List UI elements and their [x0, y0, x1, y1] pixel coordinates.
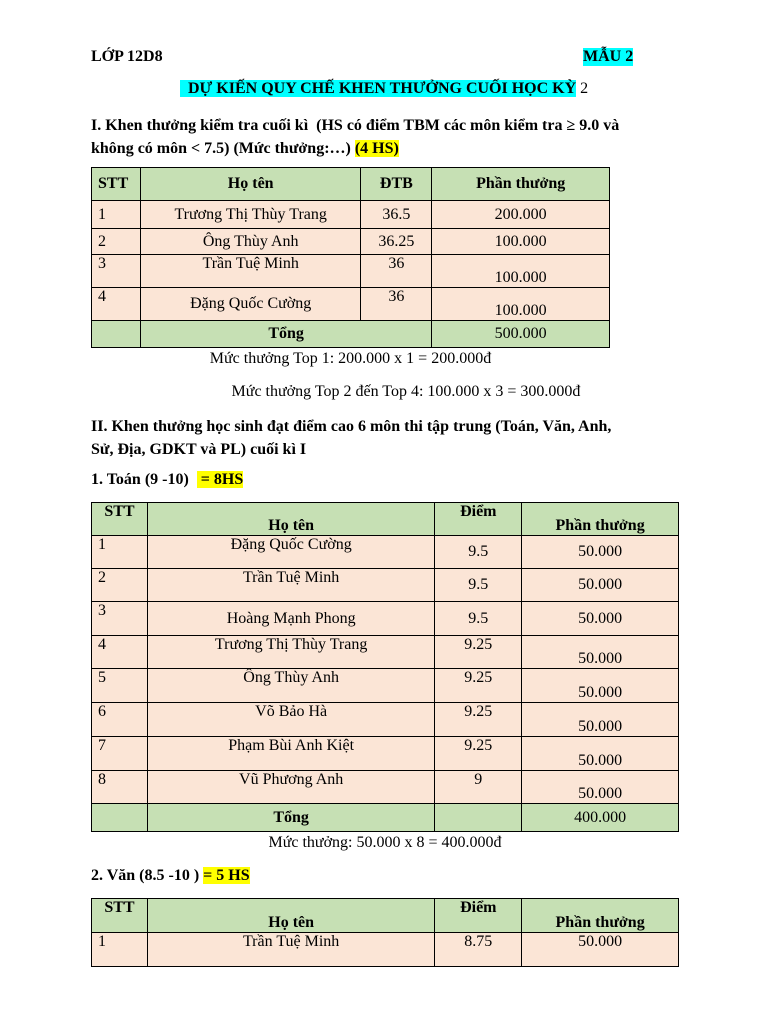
- cell-name: Ông Thùy Anh: [147, 669, 434, 703]
- cell-name: Đặng Quốc Cường: [140, 288, 360, 321]
- section2-heading: [91, 415, 691, 461]
- section1-line2: không có môn < 7.5) (Mức thưởng:…): [91, 140, 355, 157]
- section1-line1: I. Khen thưởng kiểm tra cuối kì (HS có điểm TBM các môn kiểm tra ≥ 9.0 và: [91, 117, 620, 134]
- math-heading-text: 1. Toán (9 -10): [91, 471, 197, 488]
- section1-note-top2: Mức thưởng Top 2 đến Top 4: 100.000 x 3 = 300.000đ: [231, 383, 581, 400]
- section1-heading: [91, 114, 691, 160]
- cell-award: 50.000: [522, 569, 679, 602]
- cell-score: 9.25: [435, 669, 522, 703]
- cell-award: 50.000: [522, 536, 679, 569]
- table-row: [92, 669, 679, 703]
- cell-name: Trương Thị Thùy Trang: [140, 201, 360, 229]
- cell-award: 50.000: [522, 703, 679, 737]
- top-students-table: [91, 167, 610, 348]
- class-label: LỚP 12D8: [91, 48, 163, 65]
- cell-award: 100.000: [432, 255, 610, 288]
- col-stt: STT: [92, 899, 148, 933]
- cell-stt: 6: [92, 703, 148, 737]
- cell-score: 9.5: [435, 569, 522, 602]
- total-value: 400.000: [522, 804, 679, 832]
- table-row: [92, 737, 679, 771]
- cell-name: Trương Thị Thùy Trang: [147, 636, 434, 669]
- total-label: Tổng: [140, 321, 431, 348]
- cell-stt: 5: [92, 669, 148, 703]
- cell-score: 36: [361, 255, 432, 288]
- col-name: Họ tên: [140, 168, 360, 201]
- cell-name: Trần Tuệ Minh: [140, 255, 360, 288]
- cell-award: 100.000: [432, 288, 610, 321]
- cell-stt: 8: [92, 771, 148, 804]
- table-row: [92, 602, 679, 636]
- cell-award: 200.000: [432, 201, 610, 229]
- doc-title-suffix: 2: [580, 80, 589, 97]
- cell-stt: 1: [92, 536, 148, 569]
- col-award: Phần thưởng: [522, 899, 679, 933]
- col-score: Điểm: [435, 503, 522, 536]
- math-note: Mức thưởng: 50.000 x 8 = 400.000đ: [268, 834, 502, 851]
- cell-score: 8.75: [435, 933, 522, 967]
- table-row: [92, 703, 679, 737]
- math-heading: [91, 471, 243, 489]
- total-value: 500.000: [432, 321, 610, 348]
- cell-score: 9.25: [435, 703, 522, 737]
- col-award: Phần thưởng: [522, 503, 679, 536]
- doc-title-text: DỰ KIẾN QUY CHẾ KHEN THƯỞNG CUỐI HỌC KỲ: [180, 80, 576, 97]
- literature-heading: [91, 867, 250, 885]
- col-stt: STT: [92, 168, 141, 201]
- cell-award: 50.000: [522, 737, 679, 771]
- cell-name: Phạm Bùi Anh Kiệt: [147, 737, 434, 771]
- table-row: [92, 229, 610, 255]
- section2-line2: Sử, Địa, GDKT và PL) cuối kì I: [91, 441, 307, 458]
- cell-name: Hoàng Mạnh Phong: [147, 602, 434, 636]
- cell-award: 50.000: [522, 602, 679, 636]
- doc-title: [180, 80, 588, 98]
- literature-heading-text: 2. Văn (8.5 -10 ): [91, 867, 204, 884]
- table-row: [92, 569, 679, 602]
- cell-score: 9.5: [435, 602, 522, 636]
- cell-name: Đặng Quốc Cường: [147, 536, 434, 569]
- cell-score: 9.25: [435, 737, 522, 771]
- total-label: Tổng: [147, 804, 434, 832]
- cell-name: Võ Bảo Hà: [147, 703, 434, 737]
- cell-score: 9.25: [435, 636, 522, 669]
- cell-stt: 7: [92, 737, 148, 771]
- literature-table: [91, 898, 679, 967]
- total-row: [92, 804, 679, 832]
- cell-award: 100.000: [432, 229, 610, 255]
- cell-score: 36.25: [361, 229, 432, 255]
- cell-stt: 2: [92, 569, 148, 602]
- cell-award: 50.000: [522, 636, 679, 669]
- cell-score: 36: [361, 288, 432, 321]
- cell-name: Trần Tuệ Minh: [147, 569, 434, 602]
- col-score: ĐTB: [361, 168, 432, 201]
- table-row: [92, 636, 679, 669]
- table-row: [92, 933, 679, 967]
- cell-stt: 3: [92, 602, 148, 636]
- section1-note-top1: Mức thưởng Top 1: 200.000 x 1 = 200.000đ: [209, 350, 492, 367]
- cell-stt: 1: [92, 933, 148, 967]
- col-stt: STT: [92, 503, 148, 536]
- cell-name: Ông Thùy Anh: [140, 229, 360, 255]
- cell-award: 50.000: [522, 771, 679, 804]
- col-name: Họ tên: [147, 503, 434, 536]
- cell-name: Trần Tuệ Minh: [147, 933, 434, 967]
- form-label: MẪU 2: [583, 48, 634, 65]
- cell-stt: 2: [92, 229, 141, 255]
- cell-stt: 4: [92, 636, 148, 669]
- col-award: Phần thưởng: [432, 168, 610, 201]
- table-row: [92, 201, 610, 229]
- cell-score: 9.5: [435, 536, 522, 569]
- section1-badge: (4 HS): [354, 140, 399, 157]
- section2-line1: II. Khen thưởng học sinh đạt điểm cao 6 môn thi tập trung (Toán, Văn, Anh,: [91, 418, 612, 435]
- cell-score: 9: [435, 771, 522, 804]
- table-row: [92, 255, 610, 288]
- col-score: Điểm: [435, 899, 522, 933]
- table-row: [92, 771, 679, 804]
- col-name: Họ tên: [147, 899, 434, 933]
- table-row: [92, 536, 679, 569]
- cell-score: 36.5: [361, 201, 432, 229]
- cell-stt: 1: [92, 201, 141, 229]
- table-row: [92, 288, 610, 321]
- math-table: [91, 502, 679, 832]
- total-row: [92, 321, 610, 348]
- cell-stt: 4: [92, 288, 141, 321]
- math-badge: = 8HS: [196, 471, 244, 488]
- cell-name: Vũ Phương Anh: [147, 771, 434, 804]
- cell-award: 50.000: [522, 933, 679, 967]
- cell-stt: 3: [92, 255, 141, 288]
- cell-award: 50.000: [522, 669, 679, 703]
- literature-badge: = 5 HS: [203, 867, 250, 884]
